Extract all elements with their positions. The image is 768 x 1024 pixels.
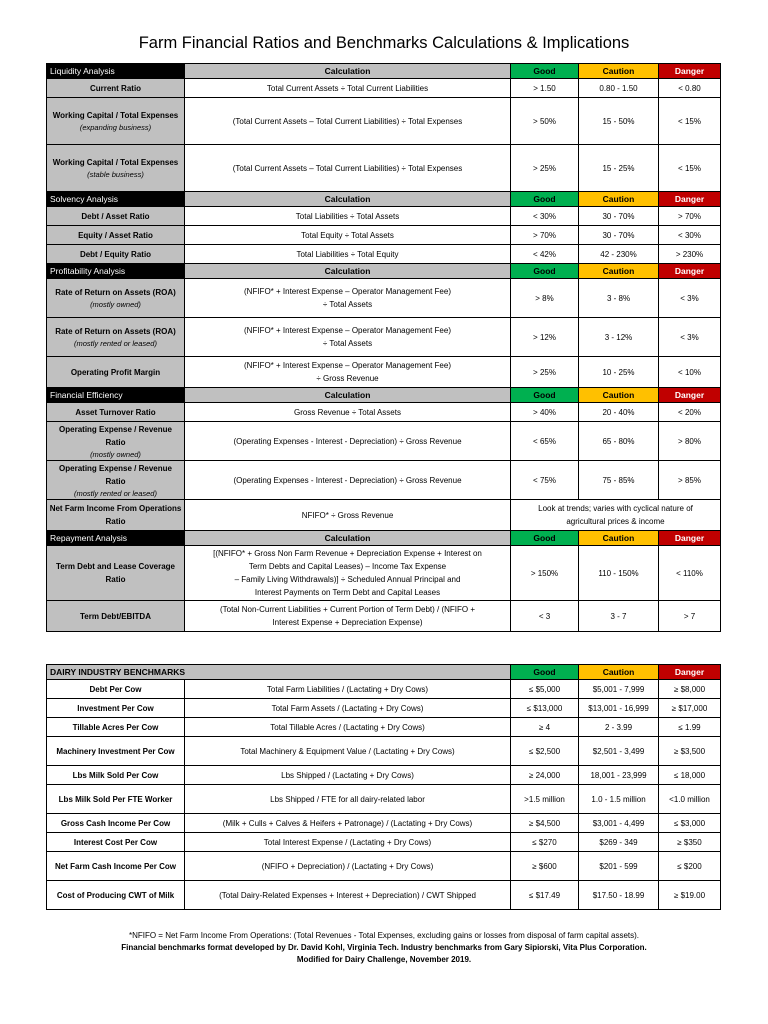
good-header: Good [511,388,579,403]
section-title: Profitability Analysis [47,264,185,279]
ratio-name: Equity / Asset Ratio [78,230,153,240]
page-title: Farm Financial Ratios and Benchmarks Calculations & Implications [138,34,630,52]
ratio-name: Working Capital / Total Expenses [52,111,179,120]
formula-line: Total Liabilities ÷ Total Assets [295,211,400,221]
ratio-label [47,245,185,264]
calculation-formula [185,226,511,245]
caution-header: Caution [579,192,659,207]
ratio-name: Working Capital / Total Expenses [52,158,179,167]
dairy-header [47,665,721,680]
ratio-row [47,79,721,98]
benchmark-row [47,814,721,833]
ratio-note: (expanding business) [79,123,152,132]
ratio-label [47,207,185,226]
ratio-row [47,207,721,226]
good-value: ≤ $17.49 [511,881,579,910]
ratio-name: Net Farm Income From Operations Ratio [49,504,182,526]
benchmark-formula: Total Farm Assets / (Lactating + Dry Cows) [185,699,511,718]
ratio-label [47,403,185,422]
ratio-label [47,226,185,245]
danger-value: ≥ $17,000 [659,699,721,718]
footer-line: Modified for Dairy Challenge, November 2019. [296,955,472,964]
benchmark-row [47,766,721,785]
ratio-name: Debt / Asset Ratio [81,211,150,221]
formula-line: Total Liabilities ÷ Total Equity [296,249,399,259]
caution-header: Caution [579,388,659,403]
danger-header: Danger [659,531,721,546]
caution-value: 3 - 12% [579,318,659,357]
calculation-formula [185,145,511,192]
ratio-row [47,245,721,264]
benchmark-formula: Total Tillable Acres / (Lactating + Dry Cows) [185,718,511,737]
caution-value: 15 - 25% [579,145,659,192]
ratio-name: Debt / Equity Ratio [79,249,152,259]
ratio-name: Operating Profit Margin [70,367,161,377]
caution-value: 3 - 8% [579,279,659,318]
good-header: Good [511,531,579,546]
caution-value: 10 - 25% [579,357,659,388]
caution-value: $3,001 - 4,499 [579,814,659,833]
ratio-note: (mostly rented or leased) [74,339,157,348]
caution-value: 110 - 150% [579,546,659,601]
danger-header: Danger [659,192,721,207]
benchmark-row [47,680,721,699]
danger-value: ≤ 18,000 [659,766,721,785]
good-value: > 12% [511,318,579,357]
ratio-row [47,357,721,388]
ratio-name: Term Debt and Lease Coverage Ratio [55,562,175,584]
danger-value: < 15% [659,98,721,145]
formula-line: (Total Non-Current Liabilities + Current Portion of Term Debt) / (NFIFO + [219,605,476,614]
ratios-table [46,63,721,632]
formula-line: Total Equity ÷ Total Assets [301,230,394,240]
benchmark-formula: Lbs Shipped / FTE for all dairy-related labor [185,785,511,814]
danger-value: ≥ $3,500 [659,737,721,766]
formula-line: (NFIFO* + Interest Expense – Operator Management Fee) [244,326,451,335]
good-value: > 25% [511,145,579,192]
good-value: ≥ $600 [511,852,579,881]
formula-line: Term Debts and Capital Leases) – Income Tax Expense [248,562,447,571]
benchmark-row [47,737,721,766]
good-header: Good [511,665,579,680]
caution-value: 20 - 40% [579,403,659,422]
calculation-formula [185,422,511,461]
ratio-label [47,500,185,531]
formula-line: (NFIFO* + Interest Expense – Operator Management Fee) [244,361,451,370]
formula-line: – Family Living Withdrawals)] ÷ Scheduled Annual Principal and [234,575,461,584]
section-title: Repayment Analysis [47,531,185,546]
ratio-note: (stable business) [87,170,144,179]
benchmark-row [47,699,721,718]
danger-value: < 30% [659,226,721,245]
caution-value: 75 - 85% [579,461,659,500]
good-value: < 65% [511,422,579,461]
benchmark-label: Interest Cost Per Cow [47,833,185,852]
caution-value: $5,001 - 7,999 [579,680,659,699]
good-value: > 50% [511,98,579,145]
benchmark-row [47,785,721,814]
calculation-header: Calculation [185,264,511,279]
good-value: > 150% [511,546,579,601]
calculation-formula [185,245,511,264]
formula-line: (Operating Expenses - Interest - Depreciation) ÷ Gross Revenue [233,475,462,485]
danger-value: ≤ $3,000 [659,814,721,833]
danger-value: < 15% [659,145,721,192]
ratio-label [47,601,185,632]
caution-header: Caution [579,531,659,546]
ratio-label [47,546,185,601]
good-value: > 40% [511,403,579,422]
benchmark-label: Machinery Investment Per Cow [47,737,185,766]
good-value: ≤ $270 [511,833,579,852]
formula-line: NFIFO* ÷ Gross Revenue [301,510,394,520]
caution-value: 15 - 50% [579,98,659,145]
formula-line: (NFIFO* + Interest Expense – Operator Management Fee) [244,287,451,296]
good-value: < 75% [511,461,579,500]
ratio-row [47,145,721,192]
ratio-label [47,318,185,357]
section-title: Liquidity Analysis [47,64,185,79]
caution-header: Caution [579,264,659,279]
danger-value: ≥ $8,000 [659,680,721,699]
caution-value: $13,001 - 16,999 [579,699,659,718]
formula-line: Total Current Assets ÷ Total Current Liabilities [266,83,429,93]
danger-value: > 230% [659,245,721,264]
benchmark-row [47,718,721,737]
formula-line: Interest Expense + Depreciation Expense) [272,618,423,627]
danger-value: ≥ $350 [659,833,721,852]
calculation-header: Calculation [185,192,511,207]
calculation-formula [185,500,511,531]
section-header [47,64,721,79]
benchmark-label: Gross Cash Income Per Cow [47,814,185,833]
caution-value: 1.0 - 1.5 million [579,785,659,814]
danger-value: > 7 [659,601,721,632]
calculation-formula [185,318,511,357]
calculation-formula [185,601,511,632]
benchmark-row [47,833,721,852]
ratio-note: (mostly rented or leased) [74,488,157,498]
good-value: < 42% [511,245,579,264]
benchmark-formula: Total Machinery & Equipment Value / (Lactating + Dry Cows) [185,737,511,766]
benchmark-formula: (Total Dairy-Related Expenses + Interest + Depreciation) / CWT Shipped [185,881,511,910]
caution-value: $17.50 - 18.99 [579,881,659,910]
formula-line: (Operating Expenses - Interest - Depreciation) ÷ Gross Revenue [233,436,462,446]
footer-line: *NFIFO = Net Farm Income From Operations: (Total Revenues - Total Expenses, excluding gains or losses from disposal of farm capital assets). [128,931,640,940]
formula-line: (Total Current Assets – Total Current Liabilities) ÷ Total Expenses [232,163,463,173]
section-header [47,264,721,279]
danger-header: Danger [659,264,721,279]
caution-value: 2 - 3.99 [579,718,659,737]
section-title: Financial Efficiency [47,388,185,403]
danger-value: < 10% [659,357,721,388]
danger-value: > 85% [659,461,721,500]
calculation-formula [185,207,511,226]
good-value: ≤ $2,500 [511,737,579,766]
ratio-label [47,357,185,388]
danger-value: < 0.80 [659,79,721,98]
ratio-row [47,279,721,318]
ratio-row [47,461,721,500]
formula-line: Gross Revenue ÷ Total Assets [294,407,401,417]
ratio-row [47,422,721,461]
ratio-note: (mostly owned) [90,449,141,459]
good-value: ≤ $13,000 [511,699,579,718]
ratio-name: Current Ratio [89,83,142,93]
formula-line: Interest Payments on Term Debt and Capital Leases [254,588,441,597]
ratio-name: Operating Expense / Revenue Ratio [59,463,172,486]
calculation-formula [185,546,511,601]
caution-value: 65 - 80% [579,422,659,461]
ratio-name: Term Debt/EBITDA [80,611,151,621]
benchmark-label: Investment Per Cow [47,699,185,718]
caution-value: 42 - 230% [579,245,659,264]
danger-value: < 20% [659,403,721,422]
dairy-title: DAIRY INDUSTRY BENCHMARKS [47,665,511,680]
formula-line: [(NFIFO* + Gross Non Farm Revenue + Depreciation Expense + Interest on [213,549,482,558]
ratio-row [47,546,721,601]
formula-line: ÷ Gross Revenue [316,374,379,383]
good-value: < 3 [511,601,579,632]
benchmark-label: Lbs Milk Sold Per Cow [47,766,185,785]
benchmark-formula: (NFIFO + Depreciation) / (Lactating + Dry Cows) [185,852,511,881]
benchmark-label: Debt Per Cow [47,680,185,699]
caution-header: Caution [579,64,659,79]
caution-value: $201 - 599 [579,852,659,881]
caution-value: 18,001 - 23,999 [579,766,659,785]
calculation-formula [185,461,511,500]
calculation-formula [185,279,511,318]
calculation-formula [185,357,511,388]
benchmark-label: Lbs Milk Sold Per FTE Worker [47,785,185,814]
formula-line: (Total Current Assets – Total Current Liabilities) ÷ Total Expenses [232,116,463,126]
caution-value: 0.80 - 1.50 [579,79,659,98]
danger-value: ≥ $19.00 [659,881,721,910]
ratio-row [47,318,721,357]
trend-note: Look at trends; varies with cyclical nature of agricultural prices & income [511,500,721,531]
ratio-label [47,145,185,192]
ratio-label [47,98,185,145]
danger-value: < 110% [659,546,721,601]
danger-value: <1.0 million [659,785,721,814]
ratio-row [47,601,721,632]
section-title: Solvency Analysis [47,192,185,207]
ratio-row [47,98,721,145]
benchmark-formula: Total Farm Liabilities / (Lactating + Dry Cows) [185,680,511,699]
calculation-formula [185,403,511,422]
ratio-name: Rate of Return on Assets (ROA) [55,288,176,297]
section-header [47,192,721,207]
ratio-label [47,422,185,461]
caution-value: 3 - 7 [579,601,659,632]
ratio-name: Asset Turnover Ratio [75,407,156,417]
ratio-name: Rate of Return on Assets (ROA) [55,327,176,336]
benchmark-label: Tillable Acres Per Cow [47,718,185,737]
benchmark-label: Cost of Producing CWT of Milk [47,881,185,910]
caution-value: 30 - 70% [579,226,659,245]
caution-header: Caution [579,665,659,680]
benchmark-formula: Total Interest Expense / (Lactating + Dry Cows) [185,833,511,852]
caution-value: 30 - 70% [579,207,659,226]
good-value: ≥ $4,500 [511,814,579,833]
good-value: < 30% [511,207,579,226]
good-value: > 1.50 [511,79,579,98]
good-value: ≥ 4 [511,718,579,737]
benchmark-row [47,852,721,881]
dairy-benchmarks-table [46,664,721,910]
footer-line: Financial benchmarks format developed by Dr. David Kohl, Virginia Tech. Industry benchmarks from Gary Sipiorski, Vita Plus Corporation. [121,943,647,952]
formula-line: ÷ Total Assets [322,339,373,348]
good-value: >1.5 million [511,785,579,814]
ratio-label [47,279,185,318]
calculation-formula [185,79,511,98]
formula-line: ÷ Total Assets [322,300,373,309]
danger-header: Danger [659,388,721,403]
section-header [47,531,721,546]
ratio-label [47,461,185,500]
ratio-name: Operating Expense / Revenue Ratio [59,424,172,447]
benchmark-formula: Lbs Shipped / (Lactating + Dry Cows) [185,766,511,785]
ratio-note: (mostly owned) [90,300,141,309]
ratio-row [47,403,721,422]
danger-value: < 3% [659,318,721,357]
danger-value: > 70% [659,207,721,226]
calculation-header: Calculation [185,531,511,546]
danger-value: > 80% [659,422,721,461]
good-header: Good [511,192,579,207]
good-value: ≤ $5,000 [511,680,579,699]
danger-value: < 3% [659,279,721,318]
good-value: > 25% [511,357,579,388]
caution-value: $269 - 349 [579,833,659,852]
benchmark-label: Net Farm Cash Income Per Cow [47,852,185,881]
good-value: > 8% [511,279,579,318]
benchmark-row [47,881,721,910]
danger-header: Danger [659,665,721,680]
good-value: ≥ 24,000 [511,766,579,785]
caution-value: $2,501 - 3,499 [579,737,659,766]
good-value: > 70% [511,226,579,245]
danger-header: Danger [659,64,721,79]
danger-value: ≤ 1.99 [659,718,721,737]
good-header: Good [511,264,579,279]
good-header: Good [511,64,579,79]
calculation-header: Calculation [185,388,511,403]
ratio-label [47,79,185,98]
section-header [47,388,721,403]
calculation-header: Calculation [185,64,511,79]
ratio-row [47,226,721,245]
footnote [0,930,768,966]
ratio-row [47,500,721,531]
danger-value: ≤ $200 [659,852,721,881]
calculation-formula [185,98,511,145]
benchmark-formula: (Milk + Culls + Calves & Heifers + Patronage) / (Lactating + Dry Cows) [185,814,511,833]
